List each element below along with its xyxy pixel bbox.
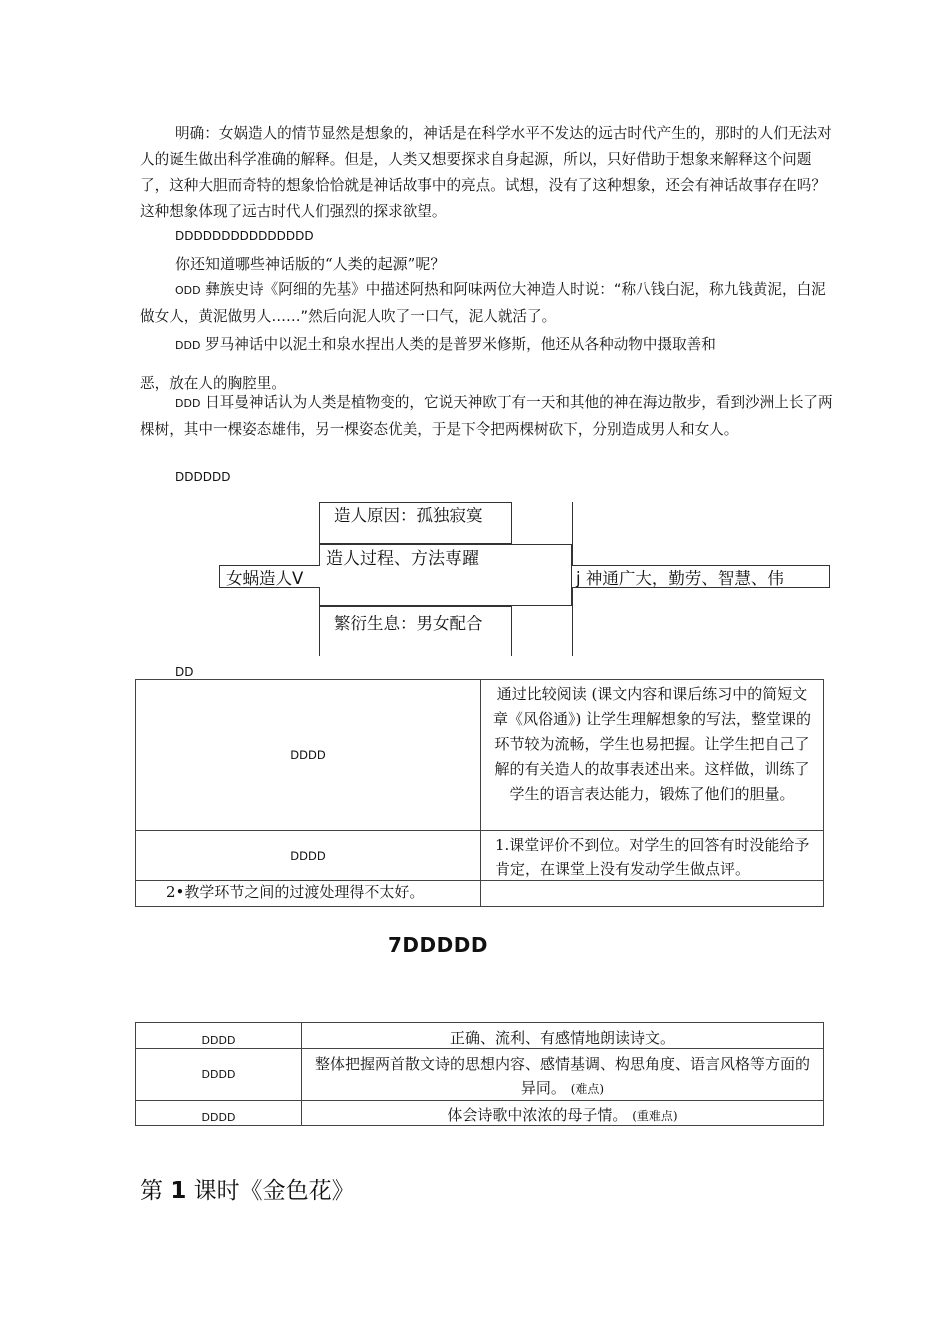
myth-item-german: [140, 390, 840, 443]
item-text: 彝族史诗《阿细的先基》中描述阿热和阿味两位大神造人时说：“称八钱白泥，称九钱黄泥，白泥做女人，黄泥做男人……”然后向泥人吹了一口气，泥人就活了。: [140, 281, 826, 325]
item-text-line1: 罗马神话中以泥土和泉水捏出人类的是普罗米修斯，他还从各种动物中摄取善和: [205, 336, 716, 353]
goal-text: [302, 1049, 823, 1101]
myth-item-yi: [140, 277, 840, 330]
myth-item-rome: [140, 332, 840, 397]
reflection-table: [135, 679, 824, 907]
lesson-title-prefix: 第: [140, 1178, 163, 1204]
goal-text-main: 正确、流利、有感情地朗读诗文。: [449, 1029, 675, 1047]
question-line: 你还知道哪些神话版的“人类的起源”呢？: [175, 255, 446, 273]
intro-paragraph: 明确：女娲造人的情节显然是想象的，神话是在科学水平不发达的远古时代产生的，那时的人们无法对人的诞生做出科学准确的解释。但是，人类又想要探求自身起源，所以，只好借助于想象来解释这个问题了，这种大胆而奇特的想象恰恰就是神话故事中的亮点。试想，没有了这种想象，还会有神话故事存在吗？这种想象体现了远古时代人们强烈的探求欲望。: [140, 125, 832, 220]
marker-line: DDDDDD: [175, 470, 231, 484]
lesson-number: 1: [170, 1178, 187, 1204]
goal-text: [302, 1023, 823, 1049]
table-cell-label: DDDD: [136, 831, 481, 881]
table-cell-text: 通过比较阅读 (课文内容和课后练习中的简短文章《风俗通》) 让学生理解想象的写法，整堂课的环节较为流畅，学生也易把握。让学生把自己了解的有关造人的故事表述出来。这样做，训练了学生的语言表达能力，锻炼了他们的胆量。: [481, 680, 823, 831]
item-text: 日耳曼神话认为人类是植物变的，它说天神欧丁有一天和其他的神在海边散步，看到沙洲上长了两棵树，其中一棵姿态雄伟，另一棵姿态优美，于是下令把两棵树砍下，分别造成男人和女人。: [140, 394, 833, 438]
marker-line: DD: [175, 665, 194, 679]
goal-text-main: 体会诗歌中浓浓的母子情。: [447, 1106, 628, 1124]
goal-label: DDDD: [136, 1101, 302, 1125]
diagram-right-box: j 神通广大，勤劳、智慧、伟: [572, 565, 830, 588]
marker-line: DDDDDDDDDDDDDDD: [175, 229, 314, 243]
goal-tag: (难点): [570, 1082, 605, 1096]
section-heading: 7DDDDD: [388, 933, 488, 957]
goal-text-main: 整体把握两首散文诗的思想内容、感情基调、构思角度、语言风格等方面的异同。: [314, 1055, 810, 1097]
lesson-title-suffix: 课时《金色花》: [193, 1178, 355, 1204]
goal-text: [302, 1101, 823, 1125]
goal-label: DDDD: [136, 1049, 302, 1101]
goals-table: [135, 1022, 824, 1126]
item-marker: DDD: [175, 397, 201, 410]
item-marker: DDD: [175, 339, 201, 352]
diagram-left-box: 女蜗造人Ⅴ: [219, 565, 320, 588]
goal-label: DDDD: [136, 1023, 302, 1049]
table-cell-empty: [481, 881, 823, 906]
item-marker: ODD: [175, 284, 201, 297]
lesson-title: [140, 1176, 355, 1206]
table-cell-label: DDDD: [136, 680, 481, 831]
diagram-process-box: 造人过程、方法専躍: [320, 544, 572, 606]
goal-tag: (重难点): [632, 1109, 678, 1123]
table-cell-text: 2•教学环节之间的过渡处理得不太好。: [136, 881, 481, 906]
diagram-reason-box: 造人原因：孤独寂寞: [320, 502, 512, 544]
table-cell-text: 1.课堂评价不到位。对学生的回答有时没能给予肯定，在课堂上没有发动学生做点评。: [481, 831, 823, 881]
item-text-line2: 恶，放在人的胸腔里。: [140, 375, 286, 392]
diagram-breed-box: 繁衍生息：男女配合: [320, 606, 512, 656]
